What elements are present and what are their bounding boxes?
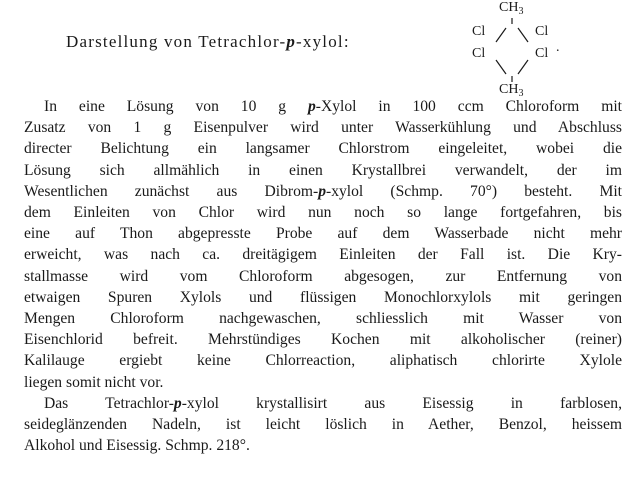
text-segment: -xylol (Schmp. 70°) besteht. Mit (326, 182, 622, 200)
text-segment: -Xylol in 100 ccm Chloroform mit (315, 98, 622, 115)
cl-top-right: Cl (535, 24, 549, 39)
heading-italic-p: p (286, 32, 297, 51)
heading-suffix: -xylol: (296, 32, 350, 51)
heading-prefix: Darstellung von Tetrachlor- (66, 32, 287, 51)
text-segment: -xylol krystallisirt aus Eisessig in farblosen, (181, 394, 622, 412)
text-line: dem Einleiten von Chlor wird nun noch so lange fortgefahren, bis (24, 204, 622, 222)
cl-bottom-right: Cl (535, 46, 549, 61)
text-line: Eisenchlorid befreit. Mehrstündiges Kochen mit alkoholischer (reiner) (24, 331, 622, 349)
text-line: liegen somit nicht vor. (24, 373, 164, 391)
text-line: etwaigen Spuren Xylols und flüssigen Monochlorxylols mit geringen (24, 288, 622, 306)
paragraph-preparation (24, 96, 622, 393)
text-line: Kalilauge ergiebt keine Chlorreaction, aliphatisch chlorirte Xylole (24, 352, 622, 370)
text-line: Alkohol und Eisessig. Schmp. 218°. (24, 437, 250, 455)
top-methyl-group: $CH_3$ (499, 0, 524, 17)
paragraph-properties (24, 393, 622, 457)
text-line (24, 96, 622, 117)
text-segment: Das Tetrachlor- (44, 394, 174, 412)
text-line: seideglänzenden Nadeln, ist leicht löslich in Aether, Benzol, heissem (24, 416, 622, 434)
section-heading (66, 32, 350, 52)
italic-p: p (318, 182, 326, 200)
text-line: Zusatz von 1 g Eisenpulver wird unter Wasserkühlung und Abschluss (24, 119, 622, 137)
italic-p: p (308, 98, 316, 115)
text-line: eine auf Thon abgepresste Probe auf dem Wasserbade nicht mehr (24, 225, 622, 243)
formula-period: . (556, 40, 560, 55)
text-line: Lösung sich allmählich in einen Krystallbrei verwandelt, der im (24, 161, 622, 179)
cl-top-left: Cl (472, 24, 486, 39)
text-line: stallmasse wird vom Chloroform abgesogen, zur Entfernung von (24, 267, 622, 285)
text-line: directer Belichtung ein langsamer Chlorstrom eingeleitet, wobei die (24, 140, 622, 158)
body-text (24, 96, 622, 456)
structural-formula (452, 0, 572, 106)
text-line (24, 393, 622, 414)
text-line: erweicht, was nach ca. dreitägigem Einleiten der Fall ist. Die Kry- (24, 246, 622, 264)
text-segment: In eine Lösung von 10 g (44, 98, 308, 115)
text-line: Mengen Chloroform nachgewaschen, schliesslich mit Wasser von (24, 310, 622, 328)
text-segment: Wesentlichen zunächst aus Dibrom- (24, 182, 319, 200)
cl-bottom-left: Cl (472, 46, 486, 61)
italic-p: p (173, 394, 182, 412)
bottom-methyl-group: $CH_3$ (499, 82, 524, 99)
text-line (24, 181, 622, 202)
